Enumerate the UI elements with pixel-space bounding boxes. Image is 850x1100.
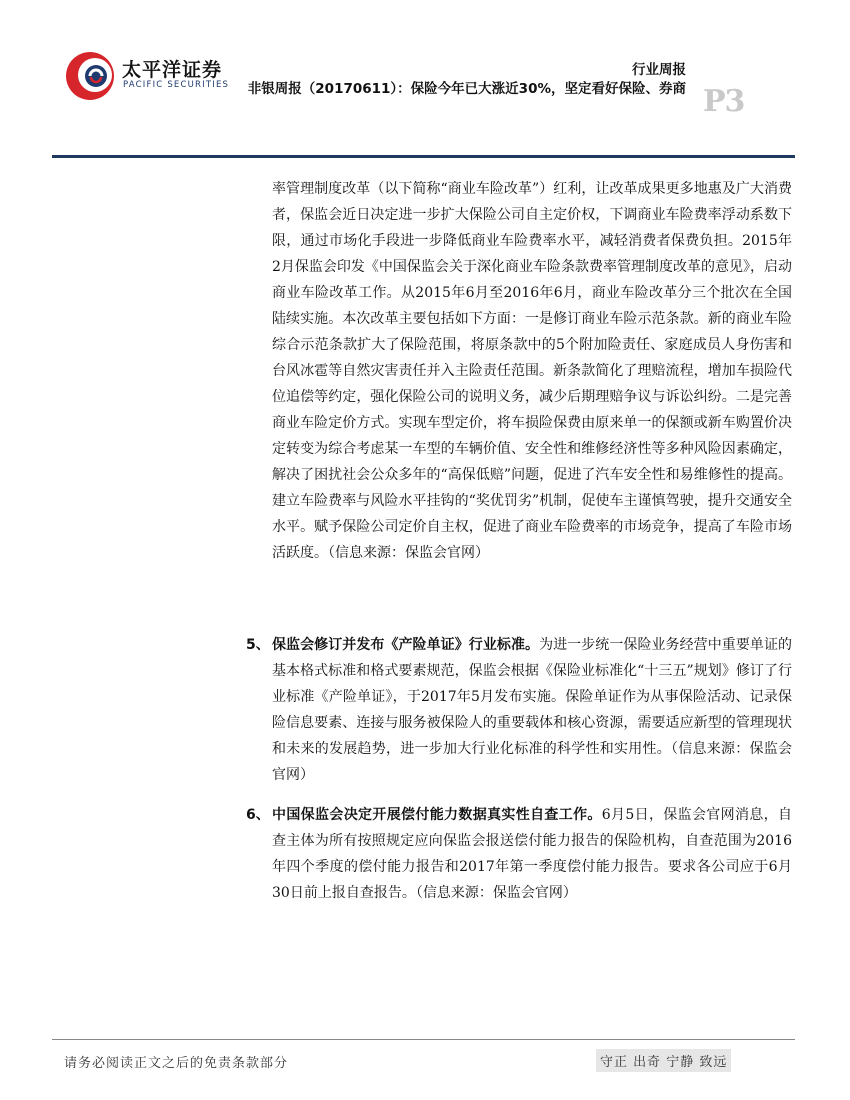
logo-english-name: PACIFIC SECURITIES <box>123 80 230 90</box>
report-category: 行业周报 <box>632 62 686 78</box>
news-item-5 <box>246 632 792 788</box>
company-motto: 守正 出奇 宁静 致远 <box>596 1049 731 1072</box>
company-logo <box>62 46 232 106</box>
item-detail: 为进一步统一保险业务经营中重要单证的基本格式标准和格式要素规范，保监会根据《保险业标准化“十三五”规划》修订了行业标准《产险单证》，于2017年5月发布实施。保险单证作为从事保险活动、记录保险信息要素、连接与服务被保险人的重要载体和核心资源，需要适应新型的管理现状和未来的发展趋势，进一步加大行业化标准的科学性和实用性。（信息来源：保监会官网） <box>272 637 793 783</box>
report-title: 非银周报（20170611）：保险今年已大涨近30%，坚定看好保险、券商 <box>247 81 686 97</box>
footer-divider <box>52 1039 795 1040</box>
intro-paragraph: 率管理制度改革（以下简称“商业车险改革”）红利，让改革成果更多地惠及广大消费者，保监会近日决定进一步扩大保险公司自主定价权，下调商业车险费率浮动系数下限，通过市场化手段进一步降低商业车险费率水平，减轻消费者保费负担。2015年2月保监会印发《中国保监会关于深化商业车险条款费率管理制度改革的意见》，启动商业车险改革工作。从2015年6月至2016年6月，商业车险改革分三个批次在全国陆续实施。本次改革主要包括如下方面：一是修订商业车险示范条款。新的商业车险综合示范条款扩大了保险范围，将原条款中的5个附加险责任、家庭成员人身伤害和台风冰雹等自然灾害责任并入主险责任范围。新条款简化了理赔流程，增加车损险代位追偿等约定，强化保险公司的说明义务，减少后期理赔争议与诉讼纠纷。二是完善商业车险定价方式。实现车型定价，将车损险保费由原来单一的保额或新车购置价决定转变为综合考虑某一车型的车辆价值、安全性和维修经济性等多种风险因素确定，解决了困扰社会公众多年的“高保低赔”问题，促进了汽车安全性和易维修性的提高。建立车险费率与风险水平挂钩的“奖优罚劣”机制，促使车主谨慎驾驶，提升交通安全水平。赋予保险公司定价自主权，促进了商业车险费率的市场竞争，提高了车险市场活跃度。（信息来源：保监会官网） <box>272 181 792 561</box>
pacific-securities-logo-icon <box>62 46 120 104</box>
item-body <box>272 632 792 788</box>
news-item-6 <box>246 802 792 906</box>
item-number: 6、 <box>246 807 270 823</box>
item-detail: 6月5日，保监会官网消息，自查主体为所有按照规定应向保监会报送偿付能力报告的保险机构，自查范围为2016年四个季度的偿付能力报告和2017年第一季度偿付能力报告。要求各公司应于6月30日前上报自查报告。（信息来源：保监会官网） <box>272 807 792 901</box>
disclaimer-notice: 请务必阅读正文之后的免责条款部分 <box>64 1056 289 1071</box>
item-headline: 中国保监会决定开展偿付能力数据真实性自查工作。 <box>272 807 602 823</box>
header-divider <box>52 155 795 158</box>
page-number: P3 <box>703 84 745 119</box>
item-body <box>272 802 792 906</box>
logo-chinese-name: 太平洋证券 <box>122 59 223 81</box>
item-headline: 保监会修订并发布《产险单证》行业标准。 <box>272 637 540 653</box>
item-number: 5、 <box>246 637 270 653</box>
